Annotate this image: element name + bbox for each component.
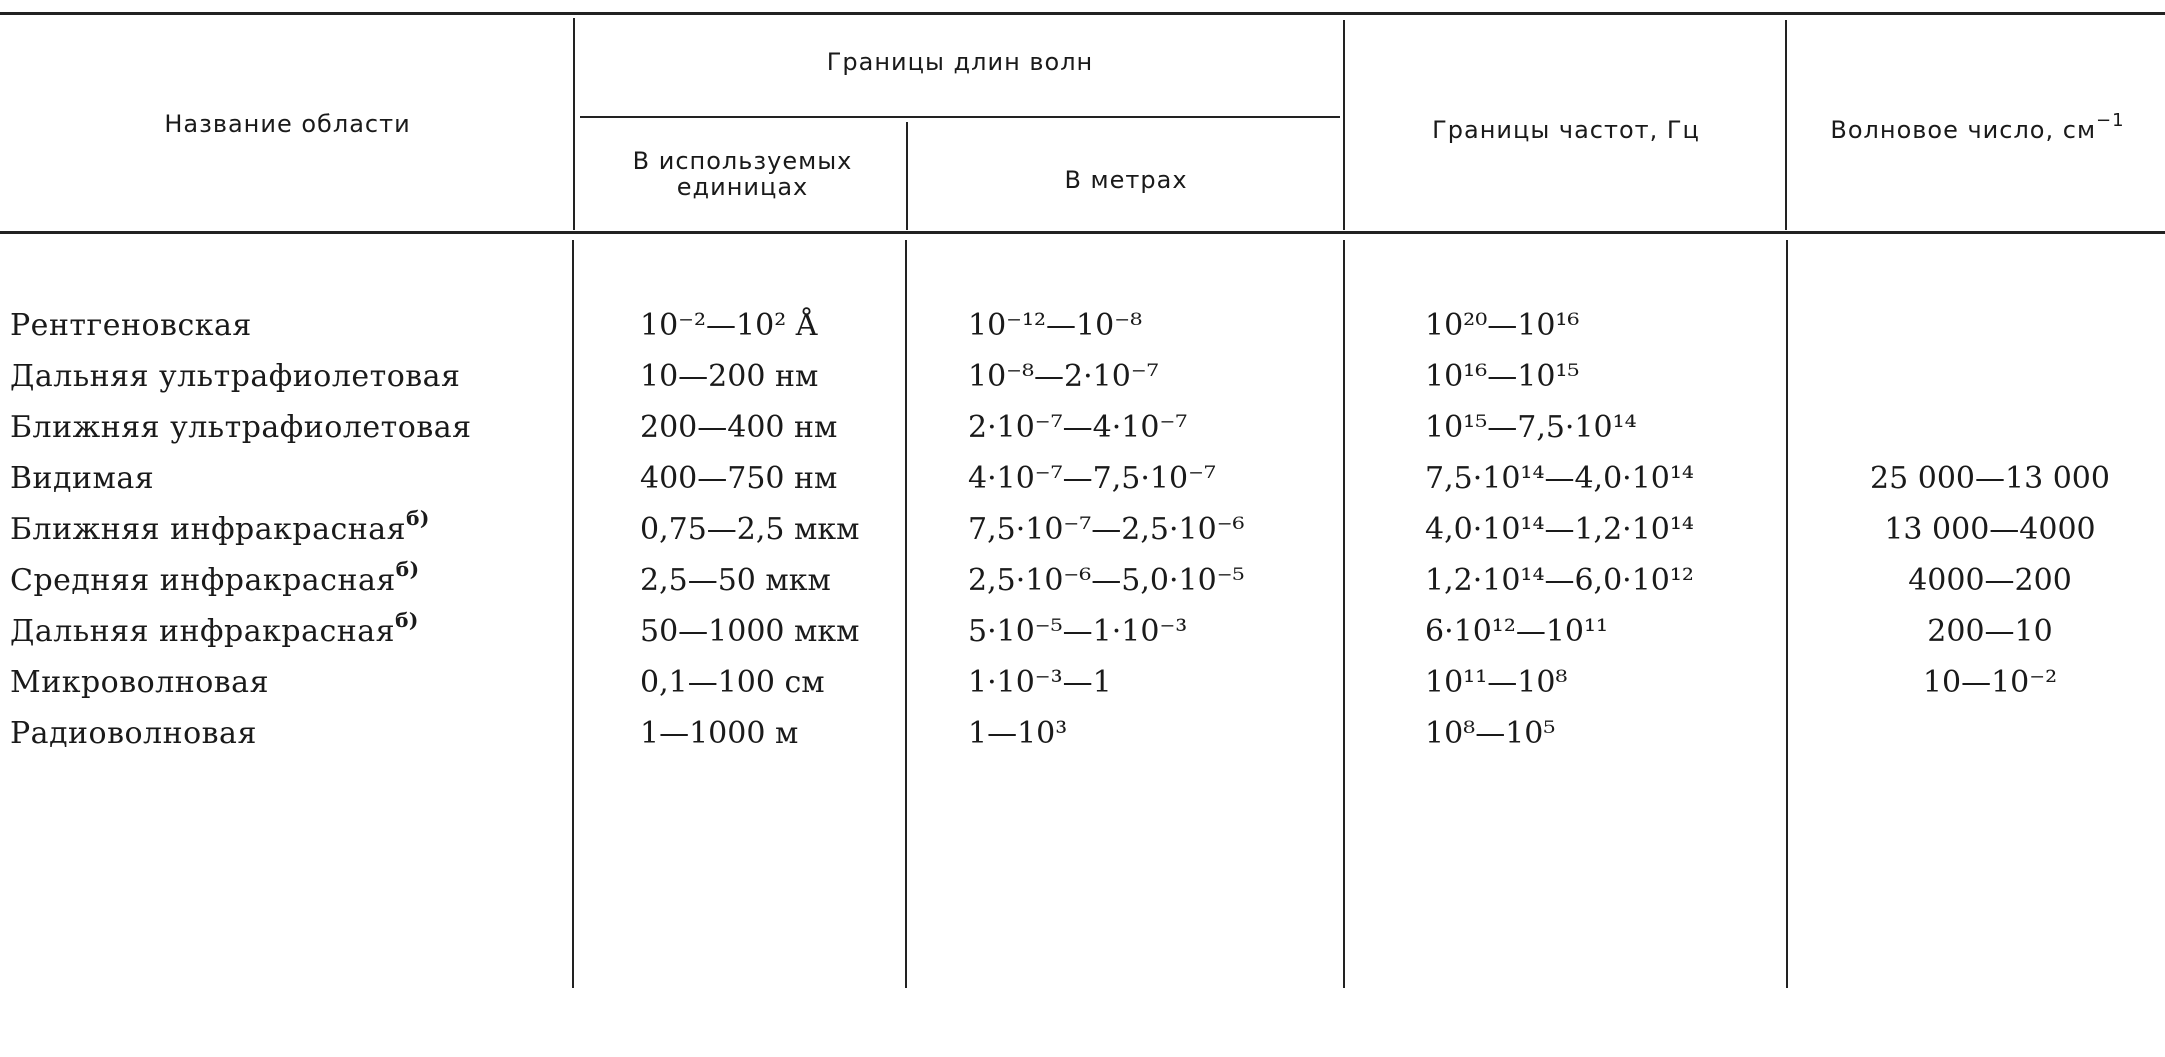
header-units-used bbox=[580, 148, 905, 200]
row-name-note: б) bbox=[406, 506, 430, 530]
row-name bbox=[10, 608, 419, 650]
col-divider-2-body bbox=[905, 240, 907, 988]
row-freq-cell: 4,0·10¹⁴—1,2·10¹⁴ bbox=[1425, 512, 1694, 547]
row-meters-cell: 10⁻⁸—2·10⁻⁷ bbox=[968, 359, 1159, 394]
row-units-cell: 10—200 нм bbox=[640, 359, 819, 394]
row-meters-cell: 2,5·10⁻⁶—5,0·10⁻⁵ bbox=[968, 563, 1245, 598]
header-wavenumber-text: Волновое число, см bbox=[1830, 116, 2097, 144]
row-units-cell: 400—750 нм bbox=[640, 461, 838, 496]
row-name bbox=[10, 506, 430, 548]
header-units-used-text: В используемых единицах bbox=[632, 147, 853, 201]
row-freq-cell: 10²⁰—10¹⁶ bbox=[1425, 308, 1580, 343]
row-meters-cell: 2·10⁻⁷—4·10⁻⁷ bbox=[968, 410, 1188, 445]
col-divider-4-header bbox=[1785, 20, 1787, 230]
row-meters-cell: 4·10⁻⁷—7,5·10⁻⁷ bbox=[968, 461, 1216, 496]
row-name-note: б) bbox=[395, 557, 420, 581]
row-meters-cell: 5·10⁻⁵—1·10⁻³ bbox=[968, 614, 1188, 649]
row-name-text: Ближняя инфракрасная bbox=[10, 512, 407, 547]
row-name-text: Дальняя ультрафиолетовая bbox=[10, 359, 461, 394]
header-wavelength-bounds: Границы длин волн bbox=[826, 48, 1094, 76]
col-divider-1-header bbox=[573, 18, 575, 230]
row-wavenumber-cell: 13 000—4000 bbox=[1884, 512, 2096, 547]
row-freq-cell: 7,5·10¹⁴—4,0·10¹⁴ bbox=[1425, 461, 1694, 496]
col-divider-3-body bbox=[1343, 240, 1345, 988]
row-units-cell: 0,1—100 см bbox=[640, 665, 825, 700]
row-name-text: Радиоволновая bbox=[10, 716, 257, 751]
row-name bbox=[10, 308, 252, 344]
top-rule bbox=[0, 12, 2165, 15]
row-units-cell: 2,5—50 мкм bbox=[640, 563, 831, 598]
row-wavenumber-cell: 200—10 bbox=[1927, 614, 2053, 649]
header-region-name: Название области bbox=[164, 110, 411, 138]
row-units-cell: 200—400 нм bbox=[640, 410, 838, 445]
header-wavenumber bbox=[1790, 110, 2165, 144]
row-name bbox=[10, 461, 154, 497]
col-divider-3-header bbox=[1343, 20, 1345, 230]
row-freq-cell: 10¹¹—10⁸ bbox=[1425, 665, 1568, 700]
row-name bbox=[10, 557, 420, 599]
header-in-meters: В метрах bbox=[1064, 166, 1188, 194]
row-name bbox=[10, 410, 472, 446]
header-frequency-bounds: Границы частот, Гц bbox=[1432, 116, 1700, 144]
row-wavenumber-cell: 4000—200 bbox=[1908, 563, 2072, 598]
row-name-note: б) bbox=[395, 608, 419, 632]
col-divider-4-body bbox=[1786, 240, 1788, 988]
row-meters-cell: 1·10⁻³—1 bbox=[968, 665, 1112, 700]
row-units-cell: 1—1000 м bbox=[640, 716, 799, 751]
row-name-text: Микроволновая bbox=[10, 665, 269, 700]
row-meters-cell: 10⁻¹²—10⁻⁸ bbox=[968, 308, 1143, 343]
row-name-text: Ближняя ультрафиолетовая bbox=[10, 410, 472, 445]
row-freq-cell: 10¹⁵—7,5·10¹⁴ bbox=[1425, 410, 1637, 445]
row-freq-cell: 10⁸—10⁵ bbox=[1425, 716, 1556, 751]
row-units-cell: 50—1000 мкм bbox=[640, 614, 860, 649]
row-freq-cell: 1,2·10¹⁴—6,0·10¹² bbox=[1425, 563, 1694, 598]
col-divider-1-body bbox=[572, 240, 574, 988]
row-meters-cell: 1—10³ bbox=[968, 716, 1068, 751]
col-divider-2-header bbox=[906, 122, 908, 230]
row-freq-cell: 10¹⁶—10¹⁵ bbox=[1425, 359, 1580, 394]
row-freq-cell: 6·10¹²—10¹¹ bbox=[1425, 614, 1609, 649]
row-name-text: Видимая bbox=[10, 461, 155, 496]
row-meters-cell: 7,5·10⁻⁷—2,5·10⁻⁶ bbox=[968, 512, 1245, 547]
header-bottom-rule bbox=[0, 231, 2165, 234]
header-wavenumber-exp: −1 bbox=[2096, 110, 2125, 131]
row-wavenumber-cell: 25 000—13 000 bbox=[1870, 461, 2110, 496]
row-wavenumber-cell: 10—10⁻² bbox=[1922, 665, 2058, 700]
row-name-text: Дальняя инфракрасная bbox=[10, 614, 396, 649]
row-units-cell: 10⁻²—10² Å bbox=[640, 308, 818, 343]
row-name-text: Средняя инфракрасная bbox=[10, 563, 396, 598]
row-name bbox=[10, 716, 257, 752]
row-name-text: Рентгеновская bbox=[10, 308, 252, 343]
row-name bbox=[10, 665, 269, 701]
wavelength-subheader-rule bbox=[580, 116, 1340, 118]
row-name bbox=[10, 359, 461, 395]
row-units-cell: 0,75—2,5 мкм bbox=[640, 512, 860, 547]
